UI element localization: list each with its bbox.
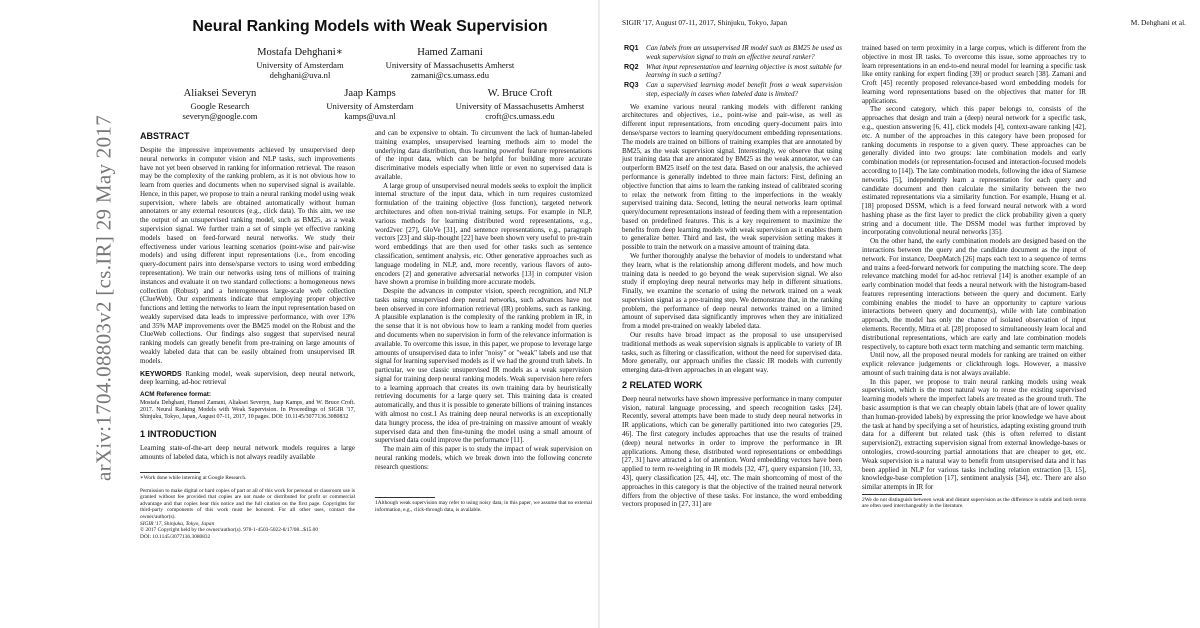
- acm-reference-label: ACM Reference format:: [140, 391, 212, 399]
- footnote-rule: [862, 494, 922, 495]
- paragraph: The second category, which this paper belongs to, consists of the approaches that design and train a (deep) neural network for a specific task, e.g., question answering [6, 41], click models [4], context-aware ranking [42], etc. A number of the approaches in this category have been proposed for ranking documents in response to a given query. These approaches can be generally divided into two groups: late combination models and early combination models (or representation-focused and interaction-focused models according to [14]). The late combination models, following the idea of Siamese networks [5], independently learn a representation for each query and candidate document and then calculate the similarity between the two estimated representations via a similarity function. For example, Huang et al. [18] proposed DSSM, which is a feed forward neural network with a word hashing phase as the first layer to predict the click probability given a query string and a document title. The DSSM model was further improved by incorporating convolutional neural networks [35].: [862, 105, 1086, 237]
- acm-reference: [140, 391, 355, 421]
- abstract-text: Despite the impressive improvements achieved by unsupervised deep neural networks in computer vision and NLP tasks, such improvements have not yet been observed in ranking for information retrieval. The reason may be the complexity of the ranking problem, as it is not obvious how to learn from queries and documents when no supervised signal is available. Hence, in this paper, we propose to train a neural ranking model using weak supervision, where labels are obtained automatically without human annotators or any external resources (e.g., click data). To this aim, we use the output of an unsupervised ranking model, such as BM25, as a weak supervision signal. We further train a set of simple yet effective ranking models based on feed-forward neural networks. We study their effectiveness under various learning scenarios (point-wise and pair-wise models) and using different input representations (i.e., from encoding query-document pairs into dense/sparse vectors to using word embedding representation). We train our networks using tens of millions of training instances and evaluate it on two standard collections: a homogeneous news collection (Robust) and a heterogeneous large-scale web collection (ClueWeb). Our experiments indicate that employing proper objective functions and letting the networks to learn the input representation based on weakly supervised data leads to impressive performance, with over 13% and 35% MAP improvements over the BM25 model on the Robust and the ClueWeb collections. Our findings also suggest that supervised neural ranking models can greatly benefit from pre-training on large amounts of weakly labeled data that can be easily obtained from unsupervised IR models.: [140, 146, 355, 365]
- paragraph: trained based on term proximity in a large corpus, which is different from the objective in most IR tasks. To overcome this issue, some approaches try to learn representations in an end-to-end neural model for learning a specific task like entity ranking for expert finding [39] or product search [38]. Zamani and Croft [45] recently proposed relevance-based word embedding models for learning word representations based on the objectives that matter for IR applications.: [862, 44, 1086, 105]
- footnote-1: 1Although weak supervision may refer to using noisy data, in this paper, we assume that no external information, e.g., click-through data, is available.: [375, 500, 592, 514]
- column-right: [375, 129, 592, 624]
- keywords-label: KEYWORDS: [140, 369, 182, 378]
- author-affiliation: University of Amsterdam: [326, 100, 414, 111]
- research-question: [624, 81, 842, 99]
- paragraph: Our results have broad impact as the proposal to use unsupervised traditional methods as weak supervision signals is applicable to variety of IR tasks, such as filtering or classification, without the need for supervised data. More generally, our approach unifies the classic IR models with currently emerging data-driven approaches in an elegant way.: [622, 331, 842, 375]
- rq-text: Can a supervised learning model benefit from a weak supervision step, especially in cases when labeled data is limited?: [646, 81, 842, 98]
- abstract-heading: ABSTRACT: [140, 131, 190, 141]
- author-block: [220, 47, 380, 81]
- arxiv-identifier: arXiv:1704.08803v2 [cs.IR] 29 May 2017: [91, 114, 116, 482]
- author-name: Jaap Kamps: [344, 88, 396, 99]
- author-block: [300, 88, 440, 122]
- author-block: [430, 88, 600, 122]
- running-header-right: M. Dehghani et al.: [1130, 18, 1186, 27]
- acm-reference-text: Mostafa Dehghani, Hamed Zamani, Aliaksei Severyn, Jaap Kamps, and W. Bruce Croft. 2017. Neural Ranking Models with Weak Supervision. In Proceedings of SIGIR '17, Shinjuku, Tokyo, Japan, August 07-11, 2017, 10 pages. DOI: 10.1145/3077136.3080832: [140, 399, 355, 421]
- rq-text: What input representation and learning objective is most suitable for learning in such a setting?: [646, 62, 842, 80]
- venue-note: SIGIR '17, Shinjuku, Tokyo, Japan: [140, 520, 215, 527]
- paragraph: On the other hand, the early combination models are designed based on the interactions between the query and the candidate document as the input of network. For instance, DeepMatch [26] maps each text to a sequence of terms and trains a feed-forward network for computing the matching score. The deep relevance matching model for ad-hoc retrieval [14] is another example of an early combination model that feeds a neural network with the histogram-based features representing interactions between the query and document. Early combining enables the model to have an opportunity to capture various interactions between query and document(s), while with late combination approach, the model has only the chance of isolated observation of input elements. Recently, Mitra et al. [28] proposed to simultaneously learn local and distributional representations, which are early and late combination models respectively, to capture both exact term matching and semantic term matching.: [862, 237, 1086, 351]
- permission-notice: Permission to make digital or hard copies of part or all of this work for personal or classroom use is granted without fee provided that copies are not made or distributed for profit or commercial advantage and that copies bear this notice and the full citation on the first page. Copyrights for third-party components of this work must be honored. For all other uses, contact the owner/author(s).: [140, 487, 355, 521]
- author-affiliation: Google Research: [190, 100, 250, 111]
- paragraph: A large group of unsupervised neural models seeks to exploit the implicit internal structure of the input data, which in turn requires customized formulation of the training objective (loss function), targeted network architectures and often non-trivial training setups. For example in NLP, various methods for learning distributed word representations, e.g., word2vec [27], GloVe [31], and sentence representations, e.g., paragraph vectors [23] and skip-thought [22] have been shown very useful to pre-train word embeddings that are then used for other tasks such as sentence classification, sentiment analysis, etc. Other generative approaches such as language modeling in NLP, and, more recently, various flavors of auto-encoders [2] and generative adversarial networks [13] in computer vision have shown a promise in building more accurate models.: [375, 181, 592, 287]
- footnote-rule: [140, 472, 200, 473]
- author-affiliation: University of Massachusetts Amherst: [385, 59, 515, 70]
- keywords-text: Ranking model, weak supervision, deep neural network, deep learning, ad-hoc retrieval: [140, 369, 355, 387]
- author-affiliation: University of Massachusetts Amherst: [455, 100, 585, 111]
- related-work-heading: 2 RELATED WORK: [622, 379, 703, 390]
- intro-heading: 1 INTRODUCTION: [140, 429, 217, 440]
- column-left: [140, 129, 355, 624]
- paragraph: Despite the advances in computer vision, speech recognition, and NLP tasks using unsupervised deep neural networks, such advances have not been observed in core information retrieval (IR) problems, such as ranking. A plausible explanation is the complexity of the ranking problem in IR, in the sense that it is not obvious how to learn a ranking model from queries and documents when no supervision in form of the relevance information is available. To overcome this issue, in this paper, we propose to leverage large amounts of unsupervised data to infer "noisy" or "weak" labels and use that signal for learning supervised models as if we had the ground truth labels. In particular, we use classic unsupervised IR models as a weak supervision signal for training deep neural ranking models. Weak supervision here refers to a learning approach that creates its own training data by heuristically retrieving documents for a large query set. This training data is created automatically, and thus it is possible to generate billions of training instances with almost no cost.1 As training deep neural networks is an exceptionally data hungry process, the idea of pre-training on massive amount of weakly supervised data and then fine-tuning the model using a small amount of supervised data could improve the performance [11].: [375, 287, 592, 445]
- rq-label: RQ1: [624, 44, 639, 52]
- paragraph: We examine various neural ranking models with different ranking architectures and objectives, i.e., point-wise and pair-wise, as well as different input representations, from encoding query-document pairs into dense/sparse vectors to learning query/document embedding representations. The models are trained on billions of training examples that are annotated by BM25, as the weak supervision signal. Interestingly, we observe that using just training data that are annotated by BM25 as the weak annotator, we can outperform BM25 itself on the test data. Based on our analysis, the achieved performance is generally indebted to three main factors: First, defining an objective function that aims to learn the ranking instead of calibrated scoring to relax the network from fitting to the imperfections in the weakly supervised training data. Second, letting the neural networks learn optimal query/document representations instead of feeding them with a representation based on predefined features. This is a key requirement to maximize the benefits from deep learning models with weak supervision as it enables them to generalize better. Third and last, the weak supervision setting makes it possible to train the network on a massive amount of training data.: [622, 102, 842, 252]
- intro-text: Learning state-of-the-art deep neural network models requires a large amounts of labeled data, which is not always readily available: [140, 444, 355, 462]
- author-email: dehghani@uva.nl: [269, 70, 331, 81]
- research-question: [624, 63, 842, 81]
- column-right: [862, 44, 1086, 624]
- paragraph: We further thoroughly analyse the behavior of models to understand what they learn, what is the relationship among different models, and how much training data is needed to go beyond the weak supervision signal. We also study if employing deep neural networks may help in different situations. Finally, we examine the scenario of using the network trained on a weak supervision signal as a pre-training step. We demonstrate that, in the ranking problem, the performance of deep neural networks trained on a limited amount of supervised data significantly improves when they are initialized from a model pre-trained on weakly labeled data.: [622, 251, 842, 331]
- author-affiliation: University of Amsterdam: [256, 59, 344, 70]
- doi-note: DOI: 10.1145/3077136.3080832: [140, 533, 211, 540]
- footnote-work-note: ∗Work done while interning at Google Research.: [140, 475, 247, 482]
- paragraph: Deep neural networks have shown impressive performance in many computer vision, natural language processing, and speech recognition tasks [24]. Recently, several attempts have been made to study deep neural networks in IR applications, which can be generally partitioned into two categories [29, 46]. The first category includes approaches that use the results of trained (deep) neural networks in order to improve the performance in IR applications. Among these, distributed word representations or embeddings [27, 31] have attracted a lot of attention. Word embedding vectors have been applied to term re-weighting in IR models [32, 47], query expansion [10, 33, 43], query classification [25, 44], etc. The main shortcoming of most of the approaches in this category is that the objective of the trained neural network differs from the objective of these tasks. For instance, the word embedding vectors proposed in [27, 31] are: [622, 394, 842, 509]
- running-header-left: SIGIR '17, August 07-11, 2017, Shinjuku, Tokyo, Japan: [622, 18, 788, 27]
- author-email: zamani@cs.umass.edu: [410, 70, 490, 81]
- rq-text: Can labels from an unsupervised IR model such as BM25 be used as weak supervision signal to train an effective neural ranker?: [646, 44, 842, 61]
- research-questions: [622, 44, 842, 99]
- paper-page-2: [600, 0, 1200, 628]
- rq-label: RQ2: [624, 62, 639, 71]
- paper-title: Neural Ranking Models with Weak Supervision: [192, 18, 548, 35]
- author-email: croft@cs.umass.edu: [485, 111, 555, 122]
- column-left: [622, 44, 842, 624]
- research-question: [624, 44, 842, 62]
- paragraph: The main aim of this paper is to study the impact of weak supervision on neural ranking models, which we break down into the following concrete research questions:: [375, 445, 592, 471]
- footnote-2: 2We do not distinguish between weak and distant supervision as the difference is subtle and both terms are often used interchangeably in the literature.: [862, 496, 1086, 510]
- keywords: [140, 370, 355, 388]
- author-name: Hamed Zamani: [417, 47, 483, 58]
- author-email: severyn@google.com: [182, 111, 258, 122]
- paragraph: In this paper, we propose to train neural ranking models using weak supervision, which is the most natural way to reuse the existing supervised learning models where the imperfect labels are treated as the ground truth. The basic assumption is that we can cheaply obtain labels (that are of lower quality than human-provided labels) by expressing the prior knowledge we have about the task at hand by specifying a set of heuristics, adapting existing ground truth data for a different but related task (this is often referred to distant supervision2), extracting supervision signal from external knowledge-bases or ontologies, crowd-sourcing partial annotations that are cheaper to get, etc. Weak supervision is a natural way to benefit from unsupervised data and it has been applied in NLP for various tasks including relation extraction [3, 15], knowledge-base completion [17], sentiment analysis [34], etc. There are also similar attempts in IR for: [862, 377, 1086, 492]
- author-name: Mostafa Dehghani∗: [257, 47, 343, 58]
- footnote-rule: [375, 497, 435, 498]
- copyright-note: © 2017 Copyright held by the owner/author(s). 978-1-4503-5022-8/17/08...$15.00: [140, 527, 319, 534]
- author-name: W. Bruce Croft: [487, 88, 553, 99]
- paragraph: Until now, all the proposed neural models for ranking are trained on either explicit relevance judgements or clickthrough logs. However, a massive amount of such training data is not always available.: [862, 351, 1086, 377]
- paragraph: and can be expensive to obtain. To circumvent the lack of human-labeled training examples, unsupervised learning methods aim to model the underlying data distribution, thus learning powerful feature representations of the input data, which can be helpful for building more accurate discriminative models especially when little or even no supervised data is available.: [375, 129, 592, 181]
- author-name: Aliaksei Severyn: [183, 88, 257, 99]
- author-block: [360, 47, 540, 81]
- author-block: [150, 88, 290, 122]
- author-email: kamps@uva.nl: [344, 111, 396, 122]
- rq-label: RQ3: [624, 81, 639, 90]
